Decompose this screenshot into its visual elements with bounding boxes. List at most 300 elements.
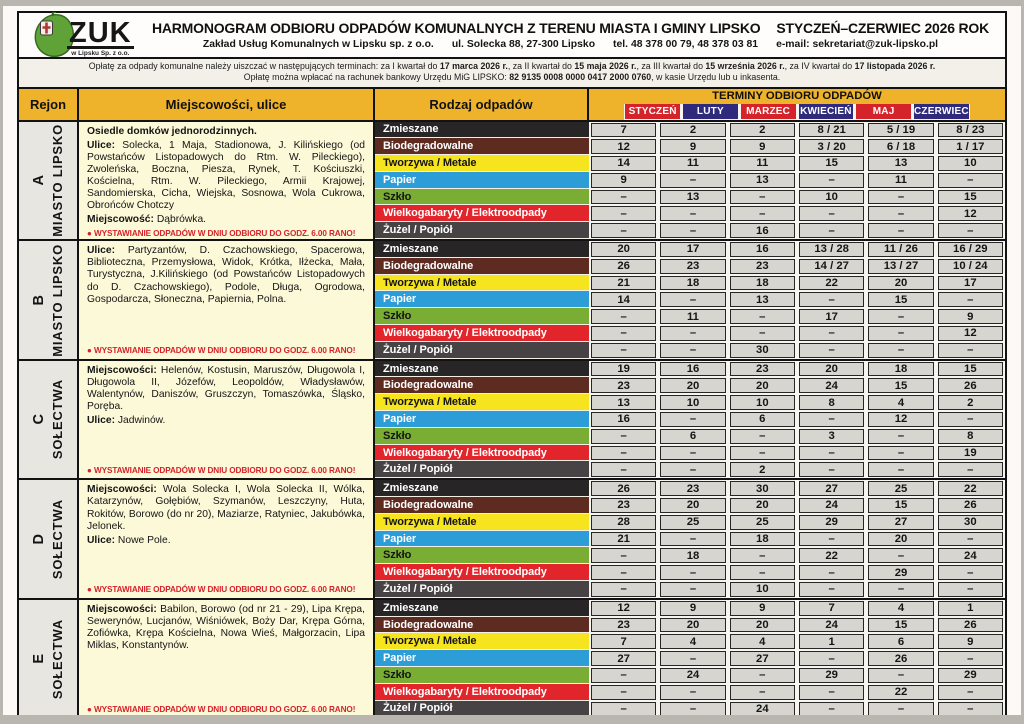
date-cell: – [660, 462, 725, 477]
date-cell: 13 [591, 395, 656, 410]
month-header-czerwiec: CZERWIEC [914, 105, 969, 117]
date-cell: 30 [730, 343, 795, 358]
date-cell: 15 [938, 190, 1003, 205]
places-paragraph: Miejscowości: Babilon, Borowo (od nr 21 - 29), Lipa Krępa, Sewerynów, Lucjanów, Wiśniówek, Boży Dar, Krępa Górna, Zofiówka, Krępa Kościelna, Nowa Wieś, Małgorzacin, Lipa Miklas, Konstantynów. [87, 603, 366, 652]
date-cell: 20 [591, 242, 656, 257]
waste-type-label: Papier [375, 291, 589, 308]
date-cell: 20 [868, 532, 933, 547]
date-cell: 2 [938, 395, 1003, 410]
date-cell: 13 [730, 173, 795, 188]
date-cell: 30 [938, 515, 1003, 530]
date-cell: – [591, 702, 656, 715]
waste-type-label: Tworzywa / Metale [375, 394, 589, 411]
date-cell: 14 / 27 [799, 259, 864, 274]
waste-type-label: Szkło [375, 428, 589, 445]
document-title [152, 20, 989, 36]
date-cell: 23 [591, 498, 656, 513]
date-cell: – [660, 343, 725, 358]
date-cell: – [938, 582, 1003, 597]
payment-line1-part: 15 września 2026 r. [705, 61, 785, 71]
date-cell: 20 [660, 378, 725, 393]
places-paragraph: Ulice: Solecka, 1 Maja, Stadionowa, J. Kilińskiego (od Powstańców Listopadowych do Rtm. W. Pileckiego), Zwoleńska, Boczna, Piesza, Rynek, T. Kościuszki, Kościelna, Rtm. W. Pileckiego, Armii Krajowej, Sandomierska, Cicha, Wiejska, Sosnowa, Wola Cukrowa, Obrońców Chotczy [87, 139, 365, 212]
company-email: e-mail: sekretariat@zuk-lipsko.pl [776, 39, 939, 50]
date-cell: – [799, 651, 864, 666]
date-cell: 27 [799, 481, 864, 496]
date-cell: 9 [938, 309, 1003, 324]
schedule-table [17, 89, 1007, 716]
region-places-cell [79, 241, 375, 359]
date-cell: 18 [660, 276, 725, 291]
region-row-d [19, 478, 1005, 598]
date-cell: – [591, 685, 656, 700]
date-cell: – [868, 343, 933, 358]
date-cell: – [938, 651, 1003, 666]
date-cell: 4 [660, 634, 725, 649]
date-cell: 21 [591, 276, 656, 291]
date-cell: 18 [730, 276, 795, 291]
logo-wordmark: ZUK [69, 16, 132, 49]
date-cell: 29 [799, 668, 864, 683]
date-cell: – [730, 429, 795, 444]
date-cell: 22 [868, 685, 933, 700]
document-sheet [3, 6, 1021, 715]
title-block [152, 20, 1005, 50]
region-places-cell [79, 600, 375, 715]
date-cell: 11 / 26 [868, 242, 933, 257]
col-header-rejon: Rejon [19, 89, 79, 120]
waste-type-label: Biodegradowalne [375, 497, 589, 514]
region-label-cell [19, 122, 79, 240]
waste-type-label: Papier [375, 172, 589, 189]
waste-type-label: Żużel / Popiół [375, 222, 589, 239]
date-cell: – [730, 685, 795, 700]
date-cell: – [868, 548, 933, 563]
date-cell: 23 [591, 618, 656, 633]
date-cell: 16 [730, 242, 795, 257]
date-cell: 9 [660, 601, 725, 616]
date-cell: – [591, 548, 656, 563]
payment-line1-part: 17 marca 2026 r. [439, 61, 508, 71]
date-cell: 27 [591, 651, 656, 666]
date-cell: 26 [938, 498, 1003, 513]
date-cell: – [660, 223, 725, 238]
payment-line1-part: Opłatę za odpady komunalne należy uiszczać w następujących terminach: za I kwartał do [88, 61, 440, 71]
payment-line2-part: , w kasie Urzędu lub u inkasenta. [651, 72, 781, 83]
table-header-row [19, 89, 1005, 122]
date-cell: 20 [730, 378, 795, 393]
date-cell: 16 / 29 [938, 242, 1003, 257]
region-label-cell [19, 241, 79, 359]
date-cell: – [799, 446, 864, 461]
date-cell: – [938, 412, 1003, 427]
waste-type-label: Wielkogabaryty / Elektroodpady [375, 445, 589, 462]
date-cell: – [868, 582, 933, 597]
date-cell: – [660, 206, 725, 221]
payment-line1-part: , za IV kwartał do [784, 61, 855, 71]
places-paragraph: Miejscowość: Dąbrówka. [87, 214, 207, 226]
date-cell: – [591, 446, 656, 461]
date-cell: 6 [868, 634, 933, 649]
date-cell: – [799, 292, 864, 307]
waste-type-label: Szkło [375, 189, 589, 206]
date-cell: 8 / 23 [938, 123, 1003, 138]
title-main: HARMONOGRAM ODBIORU ODPADÓW KOMUNALNYCH Z TERENU MIASTA I GMINY LIPSKO [151, 20, 761, 36]
date-cell: 17 [799, 309, 864, 324]
date-cell: 20 [730, 498, 795, 513]
waste-type-label: Wielkogabaryty / Elektroodpady [375, 325, 589, 342]
date-cell: 7 [799, 601, 864, 616]
date-cell: 6 [730, 412, 795, 427]
date-cell: 13 [660, 190, 725, 205]
date-cell: 10 [660, 395, 725, 410]
date-cell: – [730, 565, 795, 580]
waste-type-label: Tworzywa / Metale [375, 275, 589, 292]
date-cell: 11 [730, 156, 795, 171]
places-paragraph: Ulice: Jadwinów. [87, 415, 166, 427]
region-label-cell [19, 600, 79, 715]
date-cell: 12 [591, 139, 656, 154]
date-cell: 27 [730, 651, 795, 666]
waste-type-label: Tworzywa / Metale [375, 514, 589, 531]
company-name: Zakład Usług Komunalnych w Lipsku sp. z o.o. [202, 39, 434, 50]
date-cell: 1 [938, 601, 1003, 616]
date-cell: – [799, 685, 864, 700]
date-cell: 23 [730, 362, 795, 377]
region-label-cell [19, 480, 79, 598]
date-cell: – [799, 206, 864, 221]
date-cell: 20 [660, 618, 725, 633]
payment-line2-part: Opłatę można wpłacać na rachunek bankowy Urzędu MiG LIPSKO: [243, 72, 510, 83]
month-header-kwiecień: KWIECIEŃ [800, 105, 852, 117]
terms-title: TERMINY ODBIORU ODPADÓW [712, 90, 882, 102]
date-cell: – [938, 343, 1003, 358]
date-cell: 17 [938, 276, 1003, 291]
date-cell: 20 [730, 618, 795, 633]
date-cell: – [591, 429, 656, 444]
date-cell: 4 [868, 601, 933, 616]
logo-text-block [67, 16, 134, 58]
date-cell: 24 [730, 702, 795, 715]
date-cell: 29 [799, 515, 864, 530]
date-cell: – [660, 173, 725, 188]
date-cell: 13 [868, 156, 933, 171]
region-row-c [19, 359, 1005, 479]
document-subtitle [152, 39, 989, 50]
date-cell: – [799, 565, 864, 580]
waste-type-label: Papier [375, 531, 589, 548]
date-cell: 10 [938, 156, 1003, 171]
date-cell: – [591, 668, 656, 683]
date-cell: 8 / 21 [799, 123, 864, 138]
region-letter: D [31, 533, 47, 545]
date-cell: 22 [799, 548, 864, 563]
date-cell: 19 [938, 446, 1003, 461]
date-cell: 25 [660, 515, 725, 530]
payment-line-2 [23, 72, 1001, 83]
waste-type-label: Biodegradowalne [375, 617, 589, 634]
payment-line1-part: 17 listopada 2026 r. [854, 61, 936, 71]
date-cell: 28 [591, 515, 656, 530]
date-cell: – [938, 462, 1003, 477]
waste-type-label: Szkło [375, 667, 589, 684]
payment-line1-part: , za II kwartał do [507, 61, 575, 71]
date-cell: – [938, 292, 1003, 307]
date-cell: 11 [868, 173, 933, 188]
col-header-waste: Rodzaj odpadów [375, 89, 589, 120]
payment-info [17, 59, 1007, 89]
date-cell: – [660, 651, 725, 666]
date-cell: – [591, 565, 656, 580]
waste-type-label: Szkło [375, 308, 589, 325]
date-cell: – [591, 190, 656, 205]
date-cell: 2 [660, 123, 725, 138]
region-places-cell [79, 361, 375, 479]
date-cell: 24 [799, 618, 864, 633]
date-cell: 16 [591, 412, 656, 427]
month-header-marzec: MARZEC [741, 104, 796, 119]
regions [19, 122, 1005, 716]
date-cell: 12 [591, 601, 656, 616]
company-address: ul. Solecka 88, 27-300 Lipsko [451, 39, 596, 50]
region-row-b [19, 239, 1005, 359]
date-cell: – [799, 582, 864, 597]
date-cell: 26 [938, 618, 1003, 633]
waste-type-label: Żużel / Popiół [375, 342, 589, 359]
region-area-name: SOŁECTWA [50, 379, 65, 460]
date-cell: 21 [591, 532, 656, 547]
region-label-cell [19, 361, 79, 479]
region-letter: C [31, 414, 47, 425]
date-cell: – [730, 326, 795, 341]
date-cell: – [591, 206, 656, 221]
date-cell: 26 [868, 651, 933, 666]
document-header [17, 11, 1007, 59]
date-cell: – [938, 702, 1003, 715]
date-cell: 9 [730, 139, 795, 154]
waste-type-label: Papier [375, 650, 589, 667]
date-cell: 16 [730, 223, 795, 238]
date-cell: 12 [868, 412, 933, 427]
region-row-a [19, 122, 1005, 240]
date-cell: – [938, 685, 1003, 700]
date-cell: – [660, 412, 725, 427]
date-cell: 26 [591, 259, 656, 274]
col-header-terms [589, 89, 1005, 120]
warning-note: ● WYSTAWIANIE ODPADÓW W DNIU ODBIORU DO GODZ. 6.00 RANO! [87, 465, 356, 475]
date-cell: – [799, 462, 864, 477]
region-area-name: SOŁECTWA [50, 618, 65, 699]
month-header-styczeń: STYCZEŃ [625, 104, 680, 119]
date-cell: 17 [660, 242, 725, 257]
zuk-logo [19, 13, 152, 57]
date-cell: 23 [591, 378, 656, 393]
date-cell: – [591, 326, 656, 341]
date-cell: 18 [660, 548, 725, 563]
date-cell: 23 [730, 259, 795, 274]
region-area-name: SOŁECTWA [50, 498, 65, 580]
places-paragraph: Ulice: Nowe Pole. [87, 534, 171, 546]
date-cell: 5 / 19 [868, 123, 933, 138]
payment-line-1 [23, 61, 1001, 72]
date-cell: – [591, 582, 656, 597]
date-cell: – [591, 309, 656, 324]
waste-type-label: Zmieszane [375, 241, 589, 258]
date-cell: – [868, 462, 933, 477]
date-cell: 6 [660, 429, 725, 444]
date-cell: – [938, 532, 1003, 547]
date-cell: 15 [799, 156, 864, 171]
date-cell: – [868, 446, 933, 461]
date-cell: 24 [938, 548, 1003, 563]
waste-type-label: Zmieszane [375, 600, 589, 617]
waste-type-label: Tworzywa / Metale [375, 633, 589, 650]
waste-type-label: Zmieszane [375, 361, 589, 378]
warning-note: ● WYSTAWIANIE ODPADÓW W DNIU ODBIORU DO GODZ. 6.00 RANO! [87, 585, 356, 595]
date-cell: 22 [799, 276, 864, 291]
date-cell: – [799, 223, 864, 238]
date-cell: 18 [730, 532, 795, 547]
title-period: STYCZEŃ–CZERWIEC 2026 ROK [776, 20, 989, 36]
col-header-places: Miejscowości, ulice [79, 89, 375, 120]
date-cell: 7 [591, 123, 656, 138]
date-cell: 18 [868, 362, 933, 377]
date-cell: – [660, 292, 725, 307]
date-cell: 10 [799, 190, 864, 205]
date-cell: 10 [730, 582, 795, 597]
date-cell: – [730, 206, 795, 221]
region-letter: E [31, 653, 47, 664]
date-cell: 15 [868, 378, 933, 393]
date-cell: – [591, 343, 656, 358]
date-cell: 10 / 24 [938, 259, 1003, 274]
places-paragraph: Ulice: Partyzantów, D. Czachowskiego, Spacerowa, Biblioteczna, Przemysłowa, Widok, Krótka, Iłżecka, Mała, Turystyczna, J.Kilińskiego (od Powstańców Listopadowych do D. Czachowskiego), Podole, Długa, Ogrodowa, Gospodarcza, Słoneczna, Papiernia, Polna. [87, 245, 365, 305]
date-cell: 23 [660, 481, 725, 496]
date-cell: 11 [660, 309, 725, 324]
region-letter: B [31, 294, 47, 306]
places-paragraph: Osiedle domków jednorodzinnych. [87, 125, 257, 137]
warning-note: ● WYSTAWIANIE ODPADÓW W DNIU ODBIORU DO GODZ. 6.00 RANO! [87, 704, 356, 714]
waste-type-label: Żużel / Popiół [375, 461, 589, 478]
date-cell: – [660, 685, 725, 700]
date-cell: – [799, 412, 864, 427]
date-cell: 24 [799, 378, 864, 393]
month-header-maj: MAJ [856, 104, 911, 119]
region-letter: A [31, 175, 47, 186]
date-cell: 10 [730, 395, 795, 410]
payment-line1-part: , za III kwartał do [636, 61, 706, 71]
date-cell: 29 [868, 565, 933, 580]
date-cell: 12 [938, 206, 1003, 221]
date-cell: – [730, 309, 795, 324]
payment-line2-part: 82 9135 0008 0000 0417 2000 0760 [509, 72, 652, 83]
date-cell: 2 [730, 123, 795, 138]
date-cell: 23 [660, 259, 725, 274]
waste-type-label: Biodegradowalne [375, 258, 589, 275]
waste-type-label: Wielkogabaryty / Elektroodpady [375, 205, 589, 222]
date-cell: – [938, 223, 1003, 238]
date-cell: 26 [591, 481, 656, 496]
waste-type-label: Szkło [375, 547, 589, 564]
places-paragraph: Miejscowości: Helenów, Kostusin, Maruszów, Długowola I, Długowola II, Józefów, Leopoldów, Władysławów, Walentynów, Daniszów, Gruszczyn, Tomaszówka, Śląsko, Poręba. [87, 364, 366, 413]
date-cell: 25 [868, 481, 933, 496]
company-phone: tel. 48 378 00 79, 48 378 03 81 [613, 39, 759, 50]
date-cell: – [730, 190, 795, 205]
date-cell: 7 [591, 634, 656, 649]
date-cell: – [591, 462, 656, 477]
date-cell: 20 [660, 498, 725, 513]
date-cell: – [868, 206, 933, 221]
date-cell: 9 [660, 139, 725, 154]
months-row [624, 104, 971, 120]
month-header-luty: LUTY [683, 104, 738, 119]
payment-line1-part: 15 maja 2026 r. [574, 61, 637, 71]
waste-type-label: Biodegradowalne [375, 377, 589, 394]
waste-type-label: Żużel / Popiół [375, 581, 589, 598]
warning-note: ● WYSTAWIANIE ODPADÓW W DNIU ODBIORU DO GODZ. 6.00 RANO! [87, 345, 356, 355]
date-cell: 14 [591, 156, 656, 171]
date-cell: – [799, 173, 864, 188]
waste-type-label: Biodegradowalne [375, 138, 589, 155]
date-cell: – [660, 702, 725, 715]
date-cell: 24 [799, 498, 864, 513]
date-cell: 4 [868, 395, 933, 410]
date-cell: – [868, 309, 933, 324]
waste-type-label: Tworzywa / Metale [375, 155, 589, 172]
date-cell: 30 [730, 481, 795, 496]
date-cell: – [660, 446, 725, 461]
date-cell: 22 [938, 481, 1003, 496]
date-cell: 27 [868, 515, 933, 530]
date-cell: 13 / 28 [799, 242, 864, 257]
date-cell: – [730, 548, 795, 563]
date-cell: 1 / 17 [938, 139, 1003, 154]
date-cell: – [868, 326, 933, 341]
date-cell: 29 [938, 668, 1003, 683]
date-cell: 3 [799, 429, 864, 444]
date-cell: – [868, 223, 933, 238]
date-cell: 9 [591, 173, 656, 188]
date-cell: – [799, 343, 864, 358]
logo-subtitle: w Lipsku Sp. z o.o. [71, 50, 130, 58]
date-cell: – [660, 326, 725, 341]
date-cell: 8 [938, 429, 1003, 444]
date-cell: – [938, 173, 1003, 188]
region-row-e [19, 598, 1005, 715]
date-cell: – [868, 702, 933, 715]
date-cell: 13 [730, 292, 795, 307]
date-cell: 24 [660, 668, 725, 683]
date-cell: – [868, 190, 933, 205]
waste-type-label: Zmieszane [375, 480, 589, 497]
warning-note: ● WYSTAWIANIE ODPADÓW W DNIU ODBIORU DO GODZ. 6.00 RANO! [87, 228, 356, 238]
date-cell: 20 [868, 276, 933, 291]
date-cell: 19 [591, 362, 656, 377]
region-area-name: MIASTO LIPSKO [50, 243, 65, 357]
date-cell: 2 [730, 462, 795, 477]
date-cell: 12 [938, 326, 1003, 341]
date-cell: – [660, 565, 725, 580]
waste-type-label: Wielkogabaryty / Elektroodpady [375, 564, 589, 581]
date-cell: – [660, 582, 725, 597]
places-paragraph: Miejscowości: Wola Solecka I, Wola Solecka II, Wólka, Katarzynów, Gołębiów, Szymanów, Leszczyny, Huta, Rokitów, Borowo (do nr 20), Maziarze, Ratyniec, Jakubówka, Jelonek. [87, 484, 366, 532]
date-cell: 15 [868, 618, 933, 633]
date-cell: – [868, 429, 933, 444]
date-cell: – [591, 223, 656, 238]
date-cell: 4 [730, 634, 795, 649]
date-cell: – [868, 668, 933, 683]
date-cell: 20 [799, 362, 864, 377]
date-cell: 15 [868, 292, 933, 307]
